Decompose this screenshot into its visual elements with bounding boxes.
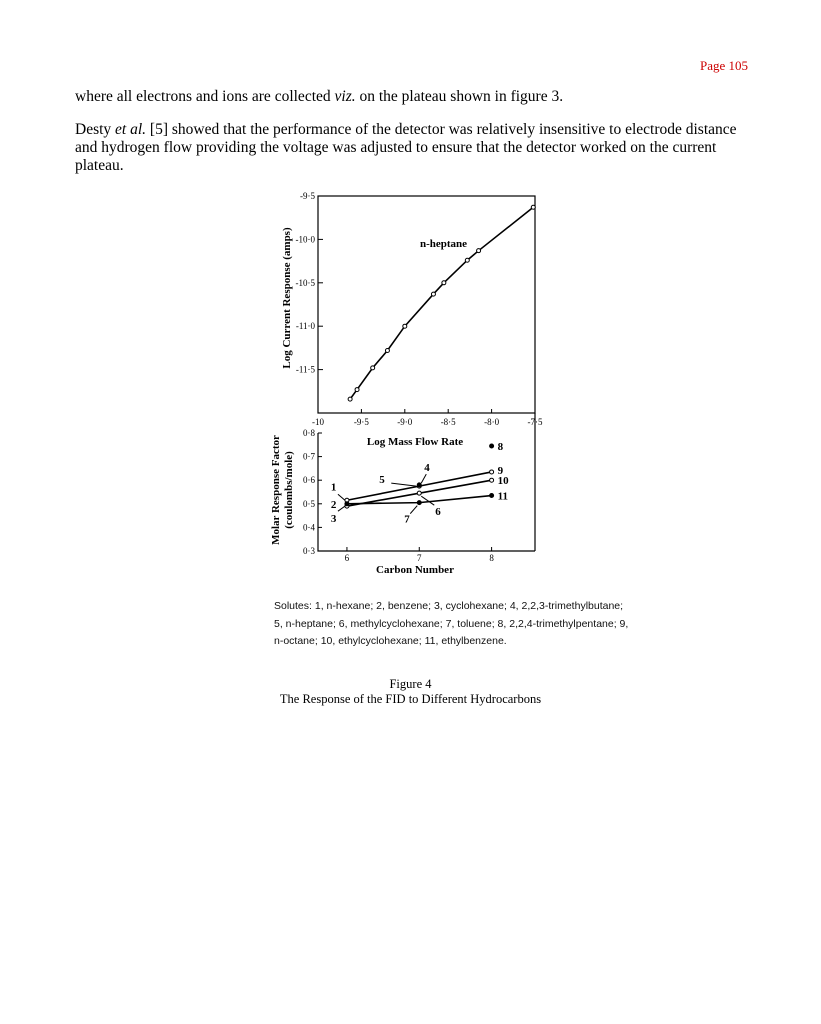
top-data-point xyxy=(355,388,359,392)
bottom-y-axis-label-line1: Molar Response Factor xyxy=(270,435,282,545)
annotation-label-1: 1 xyxy=(330,481,337,494)
top-data-point xyxy=(477,249,481,253)
bottom-data-point xyxy=(417,501,421,505)
top-data-point xyxy=(385,349,389,353)
solutes-caption: Solutes: 1, n-hexane; 2, benzene; 3, cyclohexane; 4, 2,2,3-trimethylbutane; 5, n-heptane; 6, methylcyclohexane; 7, toluene; 8, 2,2,4-trimethylpentane; 9, n-octane; 10, ethylcyclohexane; 11, ethylbenzene. xyxy=(274,600,629,647)
annotation-label-9: 9 xyxy=(497,464,504,477)
top-plot-frame xyxy=(318,196,535,413)
top-x-tick-label: -8·0 xyxy=(484,417,500,427)
annotation-label-3: 3 xyxy=(330,513,337,526)
top-data-point xyxy=(465,258,469,262)
top-x-tick-label: -7·5 xyxy=(527,417,543,427)
bottom-y-tick-label: 0·3 xyxy=(303,546,315,556)
top-series-line xyxy=(350,207,533,399)
top-x-tick-label: -9·0 xyxy=(397,417,413,427)
top-y-tick-label: -11·0 xyxy=(295,321,315,332)
bottom-x-tick-label: 8 xyxy=(489,553,494,563)
annotation-label-6: 6 xyxy=(435,506,441,519)
leader-line xyxy=(338,494,345,500)
body-paragraph-2: Desty et al. [5] showed that the performance of the detector was relatively insensitive to electrode distance and hydrogen flow providing the voltage was adjusted to ensure that the detector worked on the current plateau. xyxy=(75,121,737,174)
annotation-label-5: 5 xyxy=(379,474,385,487)
bottom-y-tick-label: 0·8 xyxy=(303,428,315,438)
bottom-x-tick-label: 6 xyxy=(344,553,350,563)
annotation-label-11: 11 xyxy=(497,490,509,503)
top-chart-title: n-heptane xyxy=(420,238,468,250)
top-y-tick-label: -10·0 xyxy=(295,234,315,245)
bottom-x-axis-label: Carbon Number xyxy=(376,564,454,576)
figure-title: The Response of the FID to Different Hydrocarbons xyxy=(279,692,542,706)
bottom-y-axis-label-line2: (coulombs/mole) xyxy=(283,451,295,529)
leader-line xyxy=(421,474,426,483)
annotation-label-7: 7 xyxy=(404,513,410,526)
bottom-data-point xyxy=(345,502,349,506)
bottom-y-tick-label: 0·5 xyxy=(303,498,315,509)
figure-4-chart xyxy=(260,188,560,583)
bottom-y-tick-label: 0·7 xyxy=(303,451,315,462)
annotation-label-10: 10 xyxy=(497,475,509,488)
bottom-y-tick-label: 0·6 xyxy=(303,475,315,486)
page-number: Page 105 xyxy=(699,58,748,73)
top-x-axis-label: Log Mass Flow Rate xyxy=(366,436,464,448)
bottom-data-point xyxy=(417,491,421,495)
bottom-data-point xyxy=(490,470,494,474)
leader-line xyxy=(338,506,345,511)
top-y-tick-label: -10·5 xyxy=(295,277,315,288)
top-x-tick-label: -8·5 xyxy=(440,417,456,427)
top-data-point xyxy=(531,205,535,209)
bottom-data-point xyxy=(490,478,494,482)
top-data-point xyxy=(371,366,375,370)
annotation-label-4: 4 xyxy=(424,462,430,475)
top-data-point xyxy=(403,324,407,328)
annotation-label-2: 2 xyxy=(330,498,337,511)
top-x-tick-label: -10 xyxy=(312,417,324,427)
bottom-extra-point xyxy=(417,483,421,487)
top-data-point xyxy=(442,281,446,285)
top-y-tick-label: -11·5 xyxy=(295,364,315,375)
top-data-point xyxy=(348,397,352,401)
body-paragraph-1: where all electrons and ions are collected viz. on the plateau shown in figure 3. xyxy=(75,88,564,105)
bottom-y-tick-label: 0·4 xyxy=(303,522,315,533)
leader-line xyxy=(391,483,416,486)
bottom-extra-point xyxy=(490,444,494,448)
leader-line xyxy=(410,506,417,514)
bottom-x-tick-label: 7 xyxy=(417,553,422,563)
top-data-point xyxy=(431,292,435,296)
top-x-tick-label: -9·5 xyxy=(353,417,369,427)
top-y-tick-label: -9·5 xyxy=(300,191,315,201)
figure-number: Figure 4 xyxy=(389,677,432,691)
annotation-label-8: 8 xyxy=(497,440,504,453)
top-y-axis-label: Log Current Response (amps) xyxy=(281,227,293,369)
bottom-data-point xyxy=(490,494,494,498)
